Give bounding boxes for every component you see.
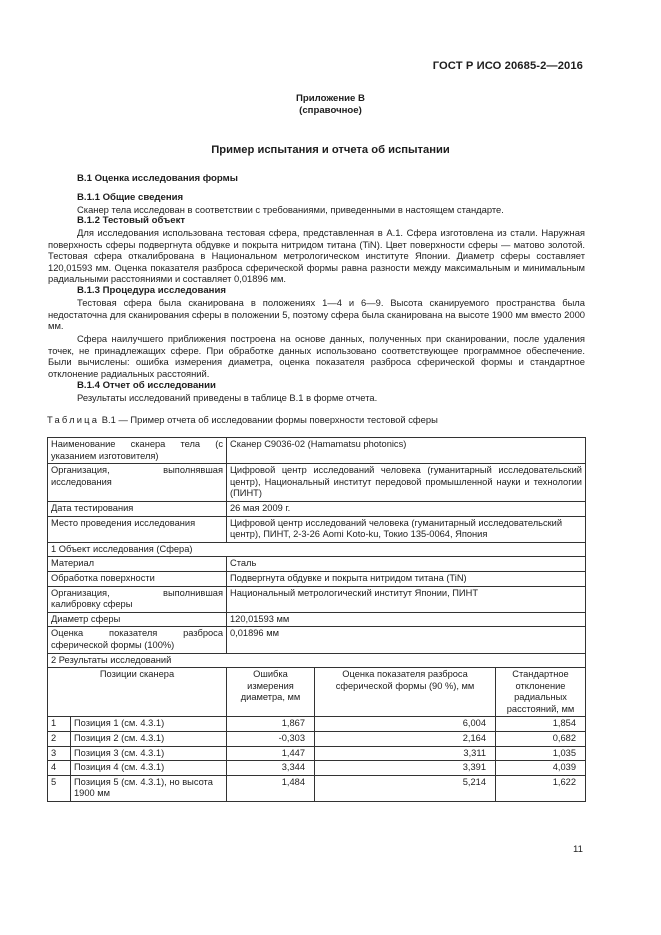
table-row (48, 464, 586, 502)
section-b14-heading: В.1.4 Отчет об исследовании (77, 380, 216, 391)
appendix-heading (0, 93, 661, 117)
row-label-calibration: Организация, выполнившая калибровку сферы (48, 586, 227, 612)
row-std-dev: 1,622 (496, 775, 586, 801)
row-value-organization: Цифровой центр исследований человека (гуманитарный исследовательский центр), Национальный институт передовой промышленной науки и технологии (ПИНТ) (227, 464, 586, 502)
row-value-form-spread: 0,01896 мм (227, 627, 586, 653)
row-number: 4 (48, 761, 71, 776)
row-label-material: Материал (48, 557, 227, 572)
row-number: 1 (48, 717, 71, 732)
section-b11-heading: В.1.1 Общие сведения (77, 192, 184, 203)
table-row (48, 746, 586, 761)
row-std-dev: 1,854 (496, 717, 586, 732)
row-position: Позиция 4 (см. 4.3.1) (71, 761, 227, 776)
table-caption (47, 414, 438, 425)
table-row (48, 627, 586, 653)
row-label-date: Дата тестирования (48, 501, 227, 516)
table-row (48, 501, 586, 516)
document-header: ГОСТ Р ИСО 20685-2—2016 (432, 60, 583, 72)
table-row (48, 717, 586, 732)
table-caption-label: Таблица (47, 414, 100, 425)
table-caption-text: В.1 — Пример отчета об исследовании формы поверхности тестовой сферы (101, 414, 438, 425)
row-form-spread: 3,311 (315, 746, 496, 761)
row-diameter-error: 3,344 (227, 761, 315, 776)
row-value-material: Сталь (227, 557, 586, 572)
table-row (48, 542, 586, 557)
row-form-spread: 3,391 (315, 761, 496, 776)
column-header-std-dev: Стандартное отклонение радиальных расстояний, мм (496, 668, 586, 717)
row-position: Позиция 3 (см. 4.3.1) (71, 746, 227, 761)
row-diameter-error: 1,484 (227, 775, 315, 801)
table-row (48, 557, 586, 572)
row-diameter-error: 1,447 (227, 746, 315, 761)
column-header-diameter-error: Ошибка измерения диаметра, мм (227, 668, 315, 717)
row-position: Позиция 1 (см. 4.3.1) (71, 717, 227, 732)
column-header-form-spread: Оценка показателя разброса сферической формы (90 %), мм (315, 668, 496, 717)
section-b12-text: Для исследования использована тестовая сфера, представленная в А.1. Сфера изготовлена из стали. Наружная поверхность сферы подвергнута обдувке и покрыта нитридом титана (TiN). Цвет поверхности сферы — матово золотой. Тестовая сфера откалибрована в Национальном метрологическом институте Японии. Диаметр сферы составляет 120,01593 мм. Оценка показателя разброса сферической формы равна разности между максимальным и минимальным радиальными расстояниями и составляет 0,01896 мм. (48, 227, 585, 285)
object-section-header: 1 Объект исследования (Сфера) (48, 542, 586, 557)
row-position: Позиция 5 (см. 4.3.1), но высота 1900 мм (71, 775, 227, 801)
row-label-location: Место проведения исследования (48, 516, 227, 542)
row-std-dev: 4,039 (496, 761, 586, 776)
row-value-diameter: 120,01593 мм (227, 612, 586, 627)
report-table (47, 437, 586, 802)
row-value-location: Цифровой центр исследований человека (гуманитарный исследовательский центр), ПИНТ, 2-3-26 Aomi Koto-ku, Токио 135-0064, Япония (227, 516, 586, 542)
table-row (48, 761, 586, 776)
section-b11-text: Сканер тела исследован в соответствии с требованиями, приведенными в настоящем стандарте. (77, 204, 504, 215)
section-b1-heading: В.1 Оценка исследования формы (77, 173, 238, 184)
row-diameter-error: -0,303 (227, 732, 315, 747)
page-number: 11 (573, 844, 583, 855)
table-row (48, 586, 586, 612)
row-value-scanner: Сканер C9036-02 (Hamamatsu photonics) (227, 438, 586, 464)
table-row (48, 571, 586, 586)
row-form-spread: 6,004 (315, 717, 496, 732)
table-header-row (48, 668, 586, 717)
section-b13-heading: В.1.3 Процедура исследования (77, 285, 226, 296)
table-row (48, 516, 586, 542)
row-number: 2 (48, 732, 71, 747)
section-b13-text-2: Сфера наилучшего приближения построена на основе данных, полученных при сканировании, после удаления точек, не принадлежащих сфере. При обработке данных использовано соответствующее программное обеспечение. Были вычислены: ошибка измерения диаметра, оценка показателя разброса сферической формы и стандартное отклонение радиальных расстояний. (48, 333, 585, 379)
row-value-surface: Подвергнута обдувке и покрыта нитридом титана (TiN) (227, 571, 586, 586)
row-form-spread: 5,214 (315, 775, 496, 801)
section-b13-text-1: Тестовая сфера была сканирована в положениях 1—4 и 6—9. Высота сканируемого пространства была недостаточна для сканирования сферы в положении 5, поэтому сфера была сканирована на высоте 1900 мм вместо 2000 мм. (48, 297, 585, 332)
appendix-title: Приложение В (296, 93, 365, 104)
row-number: 5 (48, 775, 71, 801)
row-std-dev: 0,682 (496, 732, 586, 747)
row-form-spread: 2,164 (315, 732, 496, 747)
column-header-position: Позиции сканера (48, 668, 227, 717)
main-title: Пример испытания и отчета об испытании (211, 144, 450, 156)
row-label-surface: Обработка поверхности (48, 571, 227, 586)
table-row (48, 653, 586, 668)
row-label-scanner: Наименование сканера тела (с указанием изготовителя) (48, 438, 227, 464)
row-diameter-error: 1,867 (227, 717, 315, 732)
row-label-organization: Организация, выполнявшая исследования (48, 464, 227, 502)
table-row (48, 775, 586, 801)
table-row (48, 732, 586, 747)
section-b12-heading: В.1.2 Тестовый объект (77, 215, 186, 226)
row-value-date: 26 мая 2009 г. (227, 501, 586, 516)
table-row (48, 438, 586, 464)
section-b14-text: Результаты исследований приведены в таблице В.1 в форме отчета. (77, 392, 378, 403)
row-std-dev: 1,035 (496, 746, 586, 761)
results-section-header: 2 Результаты исследований (48, 653, 586, 668)
row-label-diameter: Диаметр сферы (48, 612, 227, 627)
row-number: 3 (48, 746, 71, 761)
row-value-calibration: Национальный метрологический институт Японии, ПИНТ (227, 586, 586, 612)
appendix-subtitle: (справочное) (299, 105, 362, 116)
table-row (48, 612, 586, 627)
row-position: Позиция 2 (см. 4.3.1) (71, 732, 227, 747)
row-label-form-spread: Оценка показателя разброса сферической формы (100%) (48, 627, 227, 653)
